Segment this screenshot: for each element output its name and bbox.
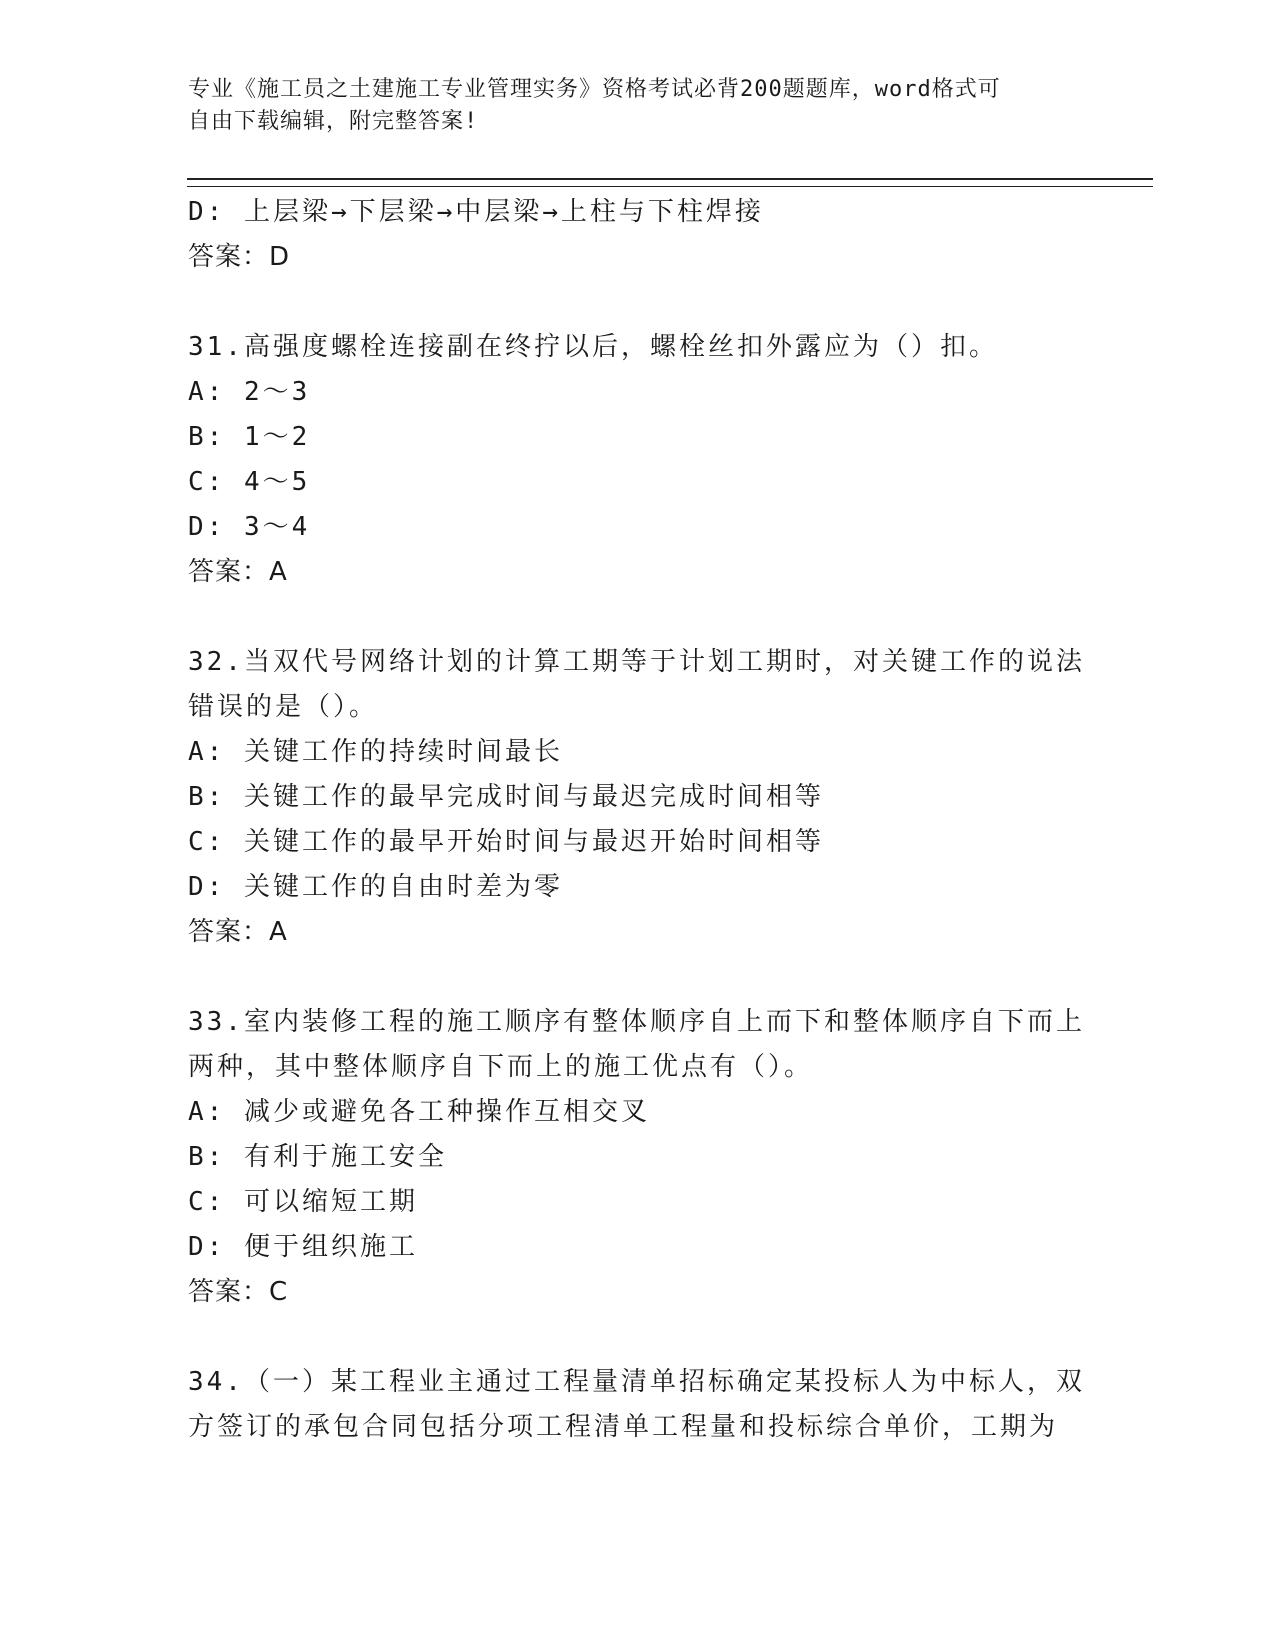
option-c: C: 4～5 bbox=[188, 467, 311, 497]
option-d: D: 便于组织施工 bbox=[188, 1232, 418, 1262]
answer: 答案：A bbox=[188, 917, 288, 947]
question-text-cont: 错误的是（）。 bbox=[188, 692, 379, 722]
question-34 bbox=[188, 1360, 1088, 1450]
option-b: B: 1～2 bbox=[188, 422, 311, 452]
question-32 bbox=[188, 640, 1088, 955]
option-b: B: 有利于施工安全 bbox=[188, 1142, 447, 1172]
option-c: C: 可以缩短工期 bbox=[188, 1187, 418, 1217]
question-text: 34.（一）某工程业主通过工程量清单招标确定某投标人为中标人，双 bbox=[188, 1367, 1085, 1397]
option-d: D: 3～4 bbox=[188, 512, 311, 542]
option-c: C: 关键工作的最早开始时间与最迟开始时间相等 bbox=[188, 827, 824, 857]
answer: 答案：C bbox=[188, 1277, 289, 1307]
prev-answer: 答案：D bbox=[188, 242, 291, 272]
option-b: B: 关键工作的最早完成时间与最迟完成时间相等 bbox=[188, 782, 824, 812]
prev-option-d: D: 上层梁→下层梁→中层梁→上柱与下柱焊接 bbox=[188, 197, 764, 227]
header-line-2: 自由下载编辑，附完整答案! bbox=[188, 109, 479, 134]
question-text-cont: 两种，其中整体顺序自下而上的施工优点有（）。 bbox=[188, 1052, 814, 1082]
document-header bbox=[188, 74, 1068, 138]
question-text: 31.高强度螺栓连接副在终拧以后，螺栓丝扣外露应为（）扣。 bbox=[188, 332, 998, 362]
option-a: A: 减少或避免各工种操作互相交叉 bbox=[188, 1097, 650, 1127]
question-31 bbox=[188, 325, 1088, 595]
option-d: D: 关键工作的自由时差为零 bbox=[188, 872, 563, 902]
question-text: 32.当双代号网络计划的计算工期等于计划工期时，对关键工作的说法 bbox=[188, 647, 1085, 677]
option-a: A: 关键工作的持续时间最长 bbox=[188, 737, 563, 767]
question-list bbox=[188, 190, 1088, 1450]
question-text-cont: 方签订的承包合同包括分项工程清单工程量和投标综合单价，工期为 bbox=[188, 1412, 1059, 1442]
answer: 答案：A bbox=[188, 557, 288, 587]
question-33 bbox=[188, 1000, 1088, 1315]
header-line-1: 专业《施工员之土建施工专业管理实务》资格考试必背200题题库，word格式可 bbox=[188, 77, 1001, 102]
option-a: A: 2～3 bbox=[188, 377, 311, 407]
header-divider bbox=[187, 178, 1153, 187]
question-text: 33.室内装修工程的施工顺序有整体顺序自上而下和整体顺序自下而上 bbox=[188, 1007, 1085, 1037]
